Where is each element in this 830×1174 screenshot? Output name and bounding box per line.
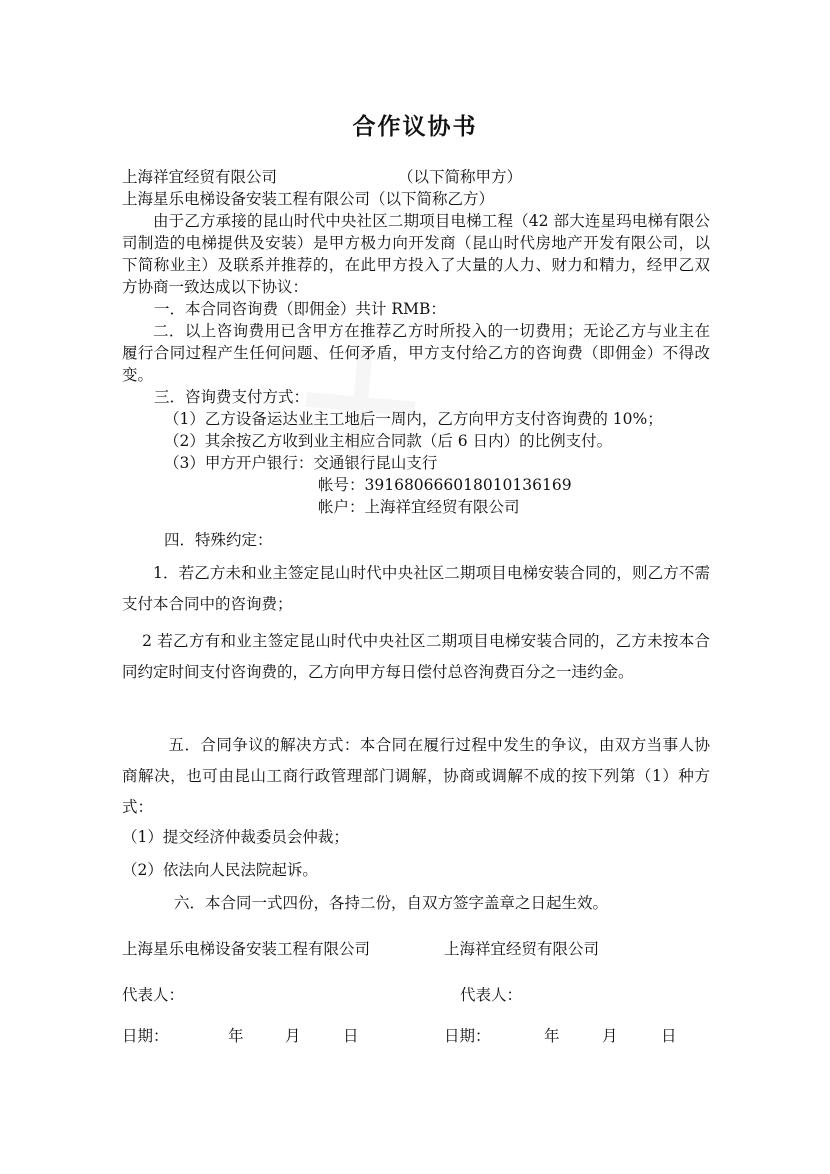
date-label-b: 日期： <box>122 1027 169 1045</box>
payment-item-3: （3）甲方开户银行：交通银行昆山支行 <box>164 454 438 472</box>
account-name: 帐户：上海祥宜经贸有限公司 <box>318 498 520 516</box>
payment-item-1: （1）乙方设备运达业主工地后一周内，乙方向甲方支付咨询费的 10%； <box>164 410 663 428</box>
dispute-option-2: （2）依法向人民法院起诉。 <box>122 861 318 879</box>
dispute-option-1: （1）提交经济仲裁委员会仲裁； <box>122 828 349 846</box>
signature-party-a: 上海祥宜经贸有限公司 <box>444 940 600 958</box>
clause-6: 六．本合同一式四份，各持二份，自双方签字盖章之日起生效。 <box>174 894 609 912</box>
date-month-b: 月 <box>285 1027 301 1045</box>
date-month-a: 月 <box>602 1027 618 1045</box>
date-year-b: 年 <box>228 1027 244 1045</box>
party-a-name: 上海祥宜经贸有限公司 <box>122 168 278 186</box>
account-number: 帐号：391680666018010136169 <box>318 476 572 494</box>
date-year-a: 年 <box>544 1027 560 1045</box>
party-b-line: 上海星乐电梯设备安装工程有限公司（以下简称乙方） <box>122 190 495 208</box>
representative-label-b: 代表人： <box>122 986 185 1004</box>
intro-paragraph: 由于乙方承接的昆山时代中央社区二期项目电梯工程（42 部大连星玛电梯有限公司制造的电梯提供及安装）是甲方极力向开发商（昆山时代房地产开发有限公司，以下简称业主）及联系并推荐的，在此甲方投入了大量的人力、财力和精力，经甲乙双方协商一致达成以下协议： <box>122 212 710 296</box>
clause-4-title: 四．特殊约定： <box>164 531 273 549</box>
date-day-a: 日 <box>661 1027 677 1045</box>
date-label-a: 日期： <box>444 1027 491 1045</box>
clause-5: 五．合同争议的解决方式：本合同在履行过程中发生的争议，由双方当事人协商解决，也可由昆山工商行政管理部门调解，协商或调解不成的按下列第（1）种方式： <box>122 736 710 816</box>
special-term-2: 2 若乙方有和业主签定昆山时代中央社区二期项目电梯安装合同的，乙方未按本合同约定时间支付咨询费的，乙方向甲方每日偿付总咨洵费百分之一违约金。 <box>122 632 710 681</box>
clause-3-title: 三．咨询费支付方式： <box>154 388 310 406</box>
clause-2: 二．以上咨询费用已含甲方在推荐乙方时所投入的一切费用；无论乙方与业主在履行合同过程产生任何问题、任何矛盾，甲方支付给乙方的咨询费（即佣金）不得改变。 <box>122 322 710 384</box>
party-a-note: （以下简称甲方） <box>398 168 523 186</box>
signature-party-b: 上海星乐电梯设备安装工程有限公司 <box>122 940 371 958</box>
payment-item-2: （2）其余按乙方收到业主相应合同款（后 6 日内）的比例支付。 <box>164 432 613 450</box>
date-day-b: 日 <box>343 1027 359 1045</box>
clause-1: 一．本合同咨询费（即佣金）共计 RMB： <box>154 300 446 318</box>
special-term-1: 1．若乙方未和业主签定昆山时代中央社区二期项目电梯安装合同的，则乙方不需支付本合同中的咨询费； <box>122 564 710 613</box>
representative-label-a: 代表人： <box>460 986 523 1004</box>
document-title: 合作议协书 <box>352 113 478 140</box>
